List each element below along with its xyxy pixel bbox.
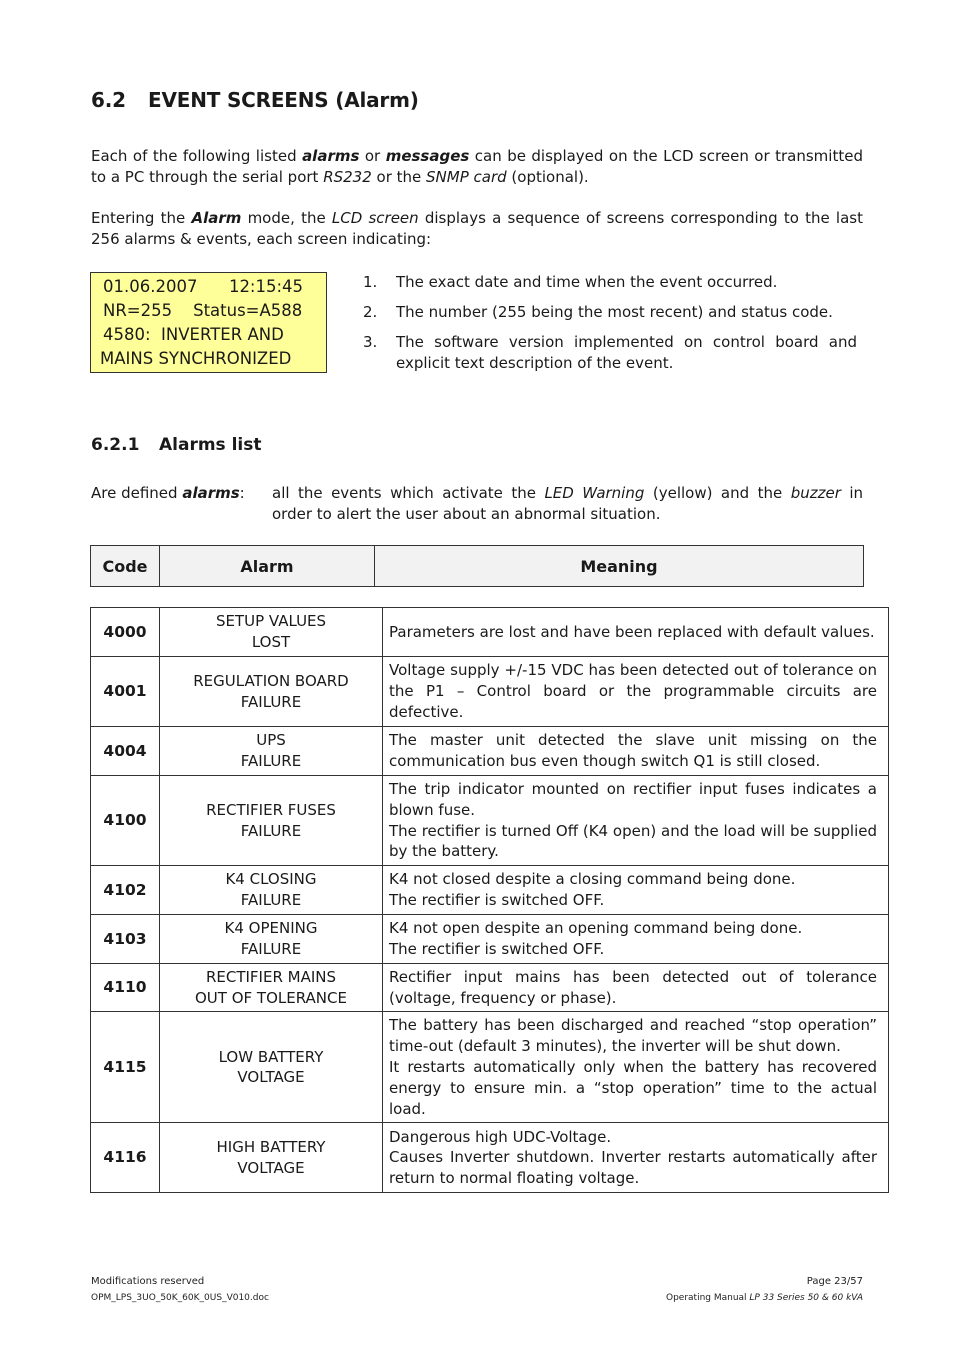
text-run: RS232: [323, 168, 372, 186]
alarms-table: [90, 607, 889, 1193]
text-run: alarms: [182, 484, 240, 502]
lcd-screen-example: [90, 272, 327, 373]
alarm-name: [160, 776, 383, 866]
list-item-number: 3.: [363, 333, 378, 351]
alarm-name-line: FAILURE: [240, 891, 302, 910]
alarm-name-line: VOLTAGE: [237, 1068, 305, 1087]
text-run: or the: [371, 168, 427, 186]
table-row: [91, 1123, 889, 1193]
section-heading: [91, 88, 419, 112]
alarm-name-line: HIGH BATTERY: [216, 1138, 326, 1157]
subsection-number: 6.2.1: [91, 435, 140, 455]
alarm-name-line: RECTIFIER MAINS: [205, 967, 337, 986]
table-row: [91, 608, 889, 657]
alarm-name-line: K4 CLOSING: [225, 870, 317, 889]
text-run: :: [239, 484, 245, 502]
section-title: EVENT SCREENS (Alarm): [148, 88, 419, 112]
alarm-name-line: K4 OPENING: [224, 919, 318, 938]
alarm-meaning: [383, 1123, 889, 1193]
alarm-meaning-line: The rectifier is turned Off (K4 open) and the load will be supplied by the battery.: [389, 821, 877, 861]
alarm-name: [160, 1123, 383, 1193]
alarm-name-line: FAILURE: [240, 821, 302, 840]
text-run: Operating Manual: [666, 1293, 750, 1303]
alarm-code: 4116: [91, 1123, 160, 1193]
text-run: messages: [385, 147, 470, 165]
alarm-meaning-line: Dangerous high UDC-Voltage.: [389, 1127, 612, 1146]
alarm-name-line: LOW BATTERY: [218, 1047, 324, 1066]
lcd-line-datetime: 01.06.2007 12:15:45: [103, 277, 304, 296]
alarm-meaning: [383, 657, 889, 727]
text-run: Alarm: [191, 209, 242, 227]
table-row: [91, 866, 889, 915]
alarms-table-header: [90, 545, 864, 587]
alarm-code: 4000: [91, 608, 160, 657]
alarm-code: 4102: [91, 866, 160, 915]
alarm-meaning-line: The rectifier is switched OFF.: [389, 891, 605, 910]
alarm-meaning: [383, 727, 889, 776]
subsection-heading: [91, 435, 262, 455]
table-row: [91, 963, 889, 1012]
text-run: mode, the: [241, 209, 332, 227]
column-header-meaning: Meaning: [375, 546, 864, 587]
alarm-meaning-line: The trip indicator mounted on rectifier input fuses indicates a blown fuse.: [389, 780, 877, 819]
alarm-name: [160, 608, 383, 657]
alarm-name: [160, 915, 383, 964]
footer-filename: OPM_LPS_3UO_50K_60K_0US_V010.doc: [91, 1293, 269, 1303]
alarm-name: [160, 1012, 383, 1123]
list-item: [363, 302, 857, 323]
text-run: LCD screen: [331, 209, 419, 227]
definition-term: [91, 483, 245, 504]
list-item-text: The exact date and time when the event occurred.: [396, 273, 778, 291]
list-item-number: 2.: [363, 303, 378, 321]
alarm-meaning-line: The rectifier is switched OFF.: [389, 939, 605, 958]
lcd-line-message-2: MAINS SYNCHRONIZED: [100, 349, 292, 368]
footer-manual-title: [666, 1291, 863, 1306]
alarm-name: [160, 657, 383, 727]
alarm-name-line: VOLTAGE: [237, 1158, 305, 1177]
alarm-meaning: [383, 608, 889, 657]
alarm-meaning-line: The master unit detected the slave unit missing on the communication bus even though switch Q1 is still closed.: [389, 731, 877, 770]
footer-modifications: Modifications reserved: [91, 1276, 205, 1287]
list-item: [363, 332, 857, 374]
lcd-line-status: NR=255 Status=A588: [103, 301, 303, 320]
table-row: [91, 776, 889, 866]
list-item-number: 1.: [363, 273, 378, 291]
alarm-code: 4103: [91, 915, 160, 964]
alarm-name-line: UPS: [256, 731, 286, 750]
text-run: (yellow) and the: [644, 484, 791, 502]
alarm-name: [160, 727, 383, 776]
alarm-code: 4100: [91, 776, 160, 866]
definition-text: [272, 483, 863, 525]
column-header-alarm: Alarm: [160, 546, 375, 587]
table-row: [91, 657, 889, 727]
text-run: LED Warning: [544, 484, 645, 502]
table-row: [91, 1012, 889, 1123]
footer-page-number: Page 23/57: [806, 1276, 863, 1287]
alarm-code: 4001: [91, 657, 160, 727]
text-run: or: [359, 147, 386, 165]
list-item-text: The software version implemented on control board and explicit text description of the event.: [396, 333, 857, 372]
alarm-name-line: FAILURE: [240, 939, 302, 958]
subsection-title: Alarms list: [159, 435, 262, 455]
text-run: can be displayed on the LCD screen or transmitted to a PC through the serial port: [91, 147, 863, 186]
list-item-text: The number (255 being the most recent) and status code.: [396, 303, 833, 321]
alarm-name: [160, 963, 383, 1012]
alarm-meaning-line: Parameters are lost and have been replaced with default values.: [389, 622, 875, 641]
column-header-code: Code: [91, 546, 160, 587]
text-run: all the events which activate the: [272, 484, 545, 502]
lcd-explanation-list: [363, 272, 857, 383]
text-run: Entering the: [91, 209, 192, 227]
alarm-name: [160, 866, 383, 915]
alarm-meaning-line: Causes Inverter shutdown. Inverter restarts automatically after return to normal floating voltage.: [389, 1148, 877, 1188]
text-run: alarms: [302, 147, 360, 165]
text-run: buzzer: [790, 484, 841, 502]
alarm-name-line: RECTIFIER FUSES: [206, 800, 336, 819]
list-item: [363, 272, 857, 293]
alarm-name-line: REGULATION BOARD: [193, 671, 349, 690]
alarm-meaning-line: It restarts automatically only when the battery has recovered energy to ensure min. a “stop operation” time to the actual load.: [389, 1057, 877, 1118]
text-run: SNMP card: [426, 168, 507, 186]
text-run: (optional).: [506, 168, 589, 186]
alarm-name-line: FAILURE: [240, 752, 302, 770]
section-number: 6.2: [91, 88, 126, 112]
alarm-meaning: [383, 963, 889, 1012]
alarm-meaning-line: Voltage supply +/-15 VDC has been detected out of tolerance on the P1 – Control board or the programmable circuits are defective.: [389, 661, 877, 721]
alarm-meaning-line: K4 not open despite an opening command being done.: [389, 919, 803, 938]
intro-paragraph-2: [91, 208, 863, 250]
alarm-name-line: SETUP VALUES: [215, 612, 327, 631]
text-run: Are defined: [91, 484, 183, 502]
text-run: displays a sequence of screens corresponding to the last 256 alarms & events, each screen indicating:: [91, 209, 863, 248]
alarm-meaning-line: Rectifier input mains has been detected out of tolerance (voltage, frequency or phase).: [389, 967, 877, 1007]
alarm-meaning-line: The battery has been discharged and reached “stop operation” time-out (default 3 minutes), the inverter will be shut down.: [389, 1016, 877, 1056]
table-row: [91, 915, 889, 964]
text-run: LP 33 Series 50 & 60 kVA: [749, 1293, 863, 1303]
alarm-meaning: [383, 776, 889, 866]
alarm-name-line: LOST: [251, 633, 291, 651]
alarm-code: 4115: [91, 1012, 160, 1123]
alarm-name-line: OUT OF TOLERANCE: [195, 988, 347, 1007]
alarm-code: 4110: [91, 963, 160, 1012]
intro-paragraph-1: [91, 146, 863, 188]
alarm-meaning: [383, 1012, 889, 1123]
table-row: [91, 727, 889, 776]
text-run: Each of the following listed: [91, 147, 303, 165]
alarm-name-line: FAILURE: [240, 692, 302, 711]
alarm-meaning-line: K4 not closed despite a closing command being done.: [389, 870, 796, 889]
alarm-meaning: [383, 915, 889, 964]
text-run: in order to alert the user about an abnormal situation.: [272, 484, 863, 523]
lcd-line-message-1: 4580: INVERTER AND: [103, 325, 284, 344]
alarm-code: 4004: [91, 727, 160, 776]
alarm-meaning: [383, 866, 889, 915]
